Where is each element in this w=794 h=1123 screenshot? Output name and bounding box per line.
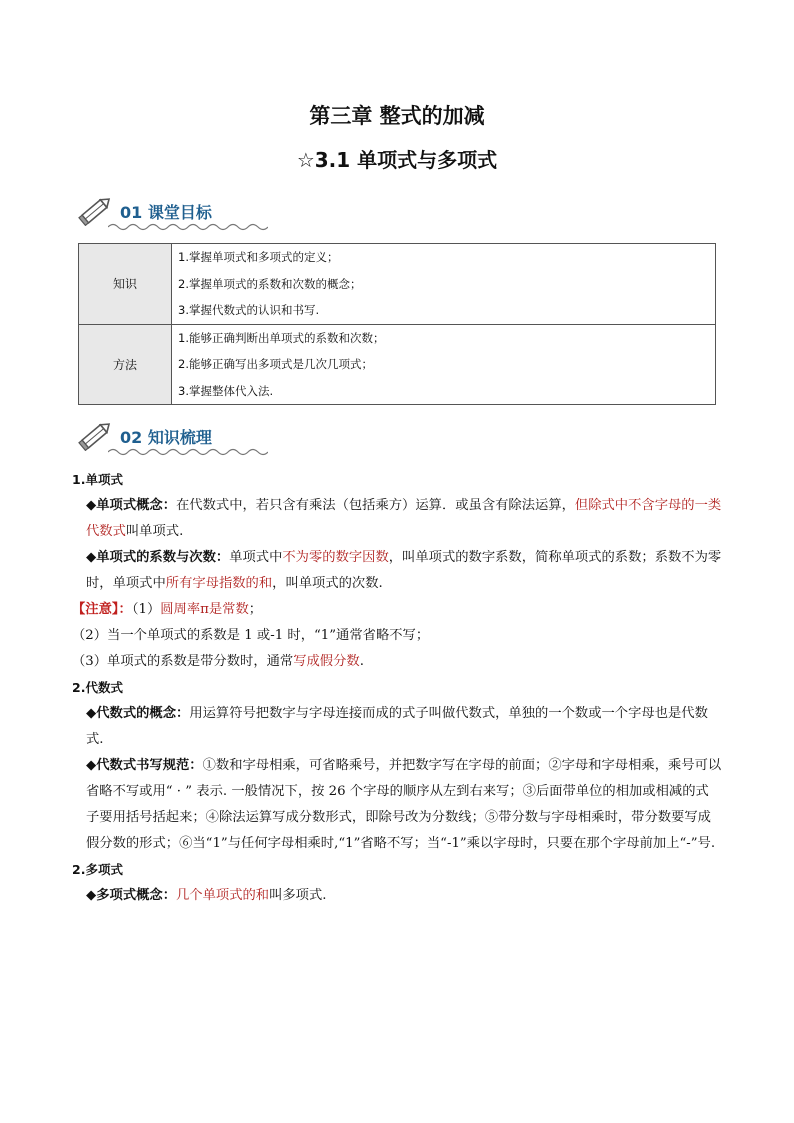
lesson-title: ☆3.1 单项式与多项式 [296,148,498,172]
note-1: 【注意】：（1）圆周率π是常数； [72,602,263,617]
polynomial-concept: ◆多项式概念：几个单项式的和叫多项式. [86,888,327,903]
term-label: ◆单项式的系数与次数： [86,550,230,565]
note-2: （2）当一个单项式的系数是 1 或-1 时，“1”通常省略不写； [72,628,430,643]
goals-row-head: 知识 [79,244,172,325]
note-label: 【注意】： [72,602,132,617]
goals-row-method [79,324,716,405]
term-label: ◆代数式书写规范： [86,758,203,773]
goal-item: 3.掌握代数式的认识和书写. [178,303,320,317]
term-label: ◆单项式概念： [86,498,177,513]
chapter-title: 第三章 整式的加减 [309,104,485,128]
goals-row-items [172,244,716,325]
monomial-coef-degree: ◆单项式的系数与次数：单项式中不为零的数字因数，叫单项式的数字系数，简称单项式的系数；系数不为零时，单项式中所有字母指数的和，叫单项式的次数. [86,550,722,591]
highlight: 圆周率π是常数 [160,602,249,617]
algebraic-concept: ◆代数式的概念：用运算符号把数字与字母连接而成的式子叫做代数式，单独的一个数或一个字母也是代数式. [86,706,708,747]
goal-item: 2.掌握单项式的系数和次数的概念； [178,276,362,291]
highlight: 几个单项式的和 [176,888,270,903]
wave-underline-icon [108,222,268,232]
goal-item: 1.掌握单项式和多项式的定义； [178,250,339,264]
algebraic-rules: ◆代数式书写规范：①数和字母相乘，可省略乘号，并把数字写在字母的前面；②字母和字母相乘，乘号可以省略不写或用“ · ” 表示. 一般情况下，按 26 个字母的顺序从左到右来写；③后面带单位的相加或相减的式子要用括号括起来；④除法运算写成分数形式，即除号改为分数线；⑤带分数与字母相乘时，带分数要写成假分数的形式；⑥当“1”与任何字母相乘时,“1”省略不写；当“-1”乘以字母时，只要在那个字母前加上“-”号. [86,758,722,851]
highlight: 但除式中不含字母的一类 [574,498,722,513]
highlight: 写成假分数 [293,654,360,669]
goals-row-head: 方法 [79,324,172,405]
goals-row-items [172,324,716,405]
heading-polynomial: 2.多项式 [72,862,123,877]
goal-item: 3.掌握整体代入法. [178,383,274,398]
highlight: 代数式 [86,524,126,539]
note-3: （3）单项式的系数是带分数时，通常写成假分数. [72,654,364,669]
wave-underline-icon [108,447,268,457]
monomial-concept: ◆单项式概念：在代数式中，若只含有乘法（包括乘方）运算．或虽含有除法运算，但除式中不含字母的一类代数式叫单项式. [86,498,722,539]
heading-algebraic: 2.代数式 [72,680,123,695]
highlight: 不为零的数字因数 [282,550,389,565]
section-title-knowledge: 02 知识梳理 [120,428,212,447]
highlight: 所有字母指数的和 [165,576,273,591]
term-label: ◆代数式的概念： [86,706,190,721]
goal-item: 1.能够正确判断出单项式的系数和次数； [178,330,385,345]
goals-row-knowledge [79,244,716,325]
term-label: ◆多项式概念： [86,888,177,903]
goal-item: 2.能够正确写出多项式是几次几项式； [178,357,373,371]
goals-table [78,243,716,405]
section-title-goals: 01 课堂目标 [120,203,212,222]
knowledge-content [72,467,722,909]
heading-monomial: 1.单项式 [72,472,123,487]
